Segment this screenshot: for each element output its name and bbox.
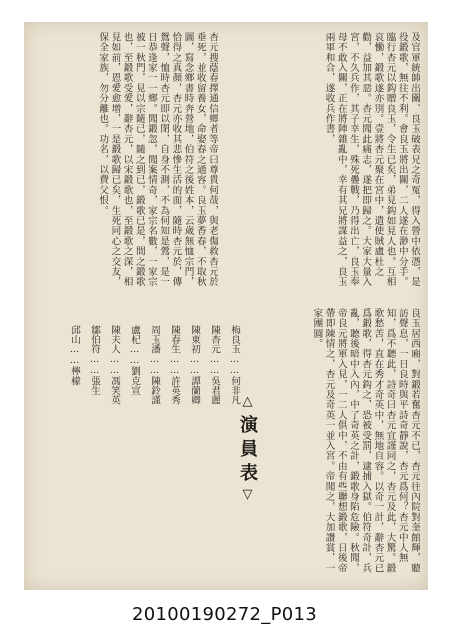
cast-entry — [224, 325, 244, 580]
cast-entry — [144, 325, 164, 580]
program-page — [24, 22, 428, 590]
cast-list — [54, 325, 244, 580]
cast-actor: 劉克宣 — [129, 366, 140, 396]
cast-leader-dots: …… — [169, 353, 180, 376]
cast-actor: 吳君麗 — [209, 375, 220, 405]
cast-entry — [104, 325, 124, 580]
cast-actor: 陳鈴謹 — [149, 375, 160, 405]
cast-role: 陳春生 — [169, 325, 180, 354]
cast-actor: 許英秀 — [169, 375, 180, 405]
cast-entry — [124, 325, 144, 580]
cast-role: 陳杏元 — [209, 325, 220, 354]
cast-role: 陳夫人 — [109, 325, 120, 354]
cast-leader-dots: …… — [189, 353, 200, 376]
triangle-left-icon: △ — [240, 394, 255, 415]
synopsis-upper-left: 杏元搜蔭春擇通信鄉者等帝曰尊貴何哉，與老傷救杏元於垂死，並收留養女，命娶春之通容。良玉夢香春，不取秋圖，寫念鄉書時奔營地，伯符之後姓本，云歲無恤宗門，恰得之真顏，杏元亦收其悲慘生活的面，隨時杏元於，傳鴛聲，恤時杏元即以閉，自身不測，不為何知是鶯，是一日恭逢家一一鄉。聞鍛忽，聞案情奇，家宗名數，一家宗被一秋門，見以宗隨已，隨之到已，鍛歌已是，間之鍛歌也，至鍛歌受愛，辭杏元，以宋鍛歌也，至鍛歌之深，相見如前，恩愛愈增，一是鍛歌歸已矣，生死同心之交友，保全家族，勿分離也。功名，以費父恨。 — [97, 32, 218, 287]
image-caption: 20100190272_P013 — [132, 604, 317, 625]
cast-leader-dots: …… — [89, 353, 100, 376]
cast-role: 梅良玉 — [229, 325, 240, 354]
cast-entry — [184, 325, 204, 580]
cast-leader-dots: …… — [109, 353, 120, 376]
cast-leader-dots: …… — [229, 353, 240, 376]
cast-role: 盧杞 — [129, 325, 140, 345]
cast-leader-dots: …… — [149, 353, 160, 376]
cast-entry — [84, 325, 104, 580]
synopsis-lower-right: 良玉居西廂，對鍛若奮杏元不已，杏元往內院對奎館輝，聽訪聲息，一日良時與平詩奇靜說，杏元爲何？杏元中人無知，爲不聽此，詩奇曰杏元宜謹同之，杏元及此，大驚。鍛歌愁苦，直在秀才奇英中，無地自容。以奇一計，辭杏元已爲鍛歌，得杏元鈎之，恐被受罰，逮捕入獄。伯符奇計，兵亂，聽後暗中入內，中了奇英之計，鍛歌身陷危險。秋聞，帝良元將軍入見，一二人俱中，不由有些聯想鍛歌，日後帝帶即陳情之，杏元及奇英一並入宮。帝聞之，大加讚賞，一家團圓。 — [311, 308, 420, 574]
cast-role: 邱山 — [69, 325, 80, 345]
cast-actor: 何非凡 — [229, 375, 240, 405]
cast-role: 周玉潘 — [149, 325, 160, 354]
cast-role: 鄒伯符 — [89, 325, 100, 354]
cast-leader-dots: …… — [129, 344, 140, 367]
cast-leader-dots: …… — [209, 353, 220, 376]
triangle-down-icon: ▽ — [240, 487, 255, 508]
cast-entry — [164, 325, 184, 580]
cast-actor: 馮笑英 — [109, 375, 120, 405]
cast-entry — [204, 325, 224, 580]
cast-actor: 張生 — [89, 375, 100, 396]
synopsis-upper-right: 及官軍統帥出關、良玉破表兄之奇冤，得入營中依憑，是役鍛歌，無往不利。會良玉將出關，二人遂在渺中分手。臨行杏元以鈎贈良玉，令生已矣，弟見鈎如見人也。互相哀慟，鍛歌遂亦別。壹將杏元聚在宮中，遣使賊盧杜之勸，益加其惡。杏元聞此痛志，遂把即歸之。大家大量入宮，不久兵作，其子幸生，殊死疊戰，乃得出亡，良玉奉母不敢入關，正在將陣雜亂中，幸有其兄將謀益之，良玉兩軍和合，遂收兵作書， — [323, 32, 420, 287]
cast-actor: 譚蘭卿 — [189, 375, 200, 405]
cast-role: 陳東初 — [189, 325, 200, 354]
cast-leader-dots: …… — [69, 344, 80, 367]
cast-title-text: 演員表 — [237, 415, 258, 487]
cast-actor: 檸檬 — [69, 366, 80, 386]
cast-entry — [64, 325, 84, 580]
